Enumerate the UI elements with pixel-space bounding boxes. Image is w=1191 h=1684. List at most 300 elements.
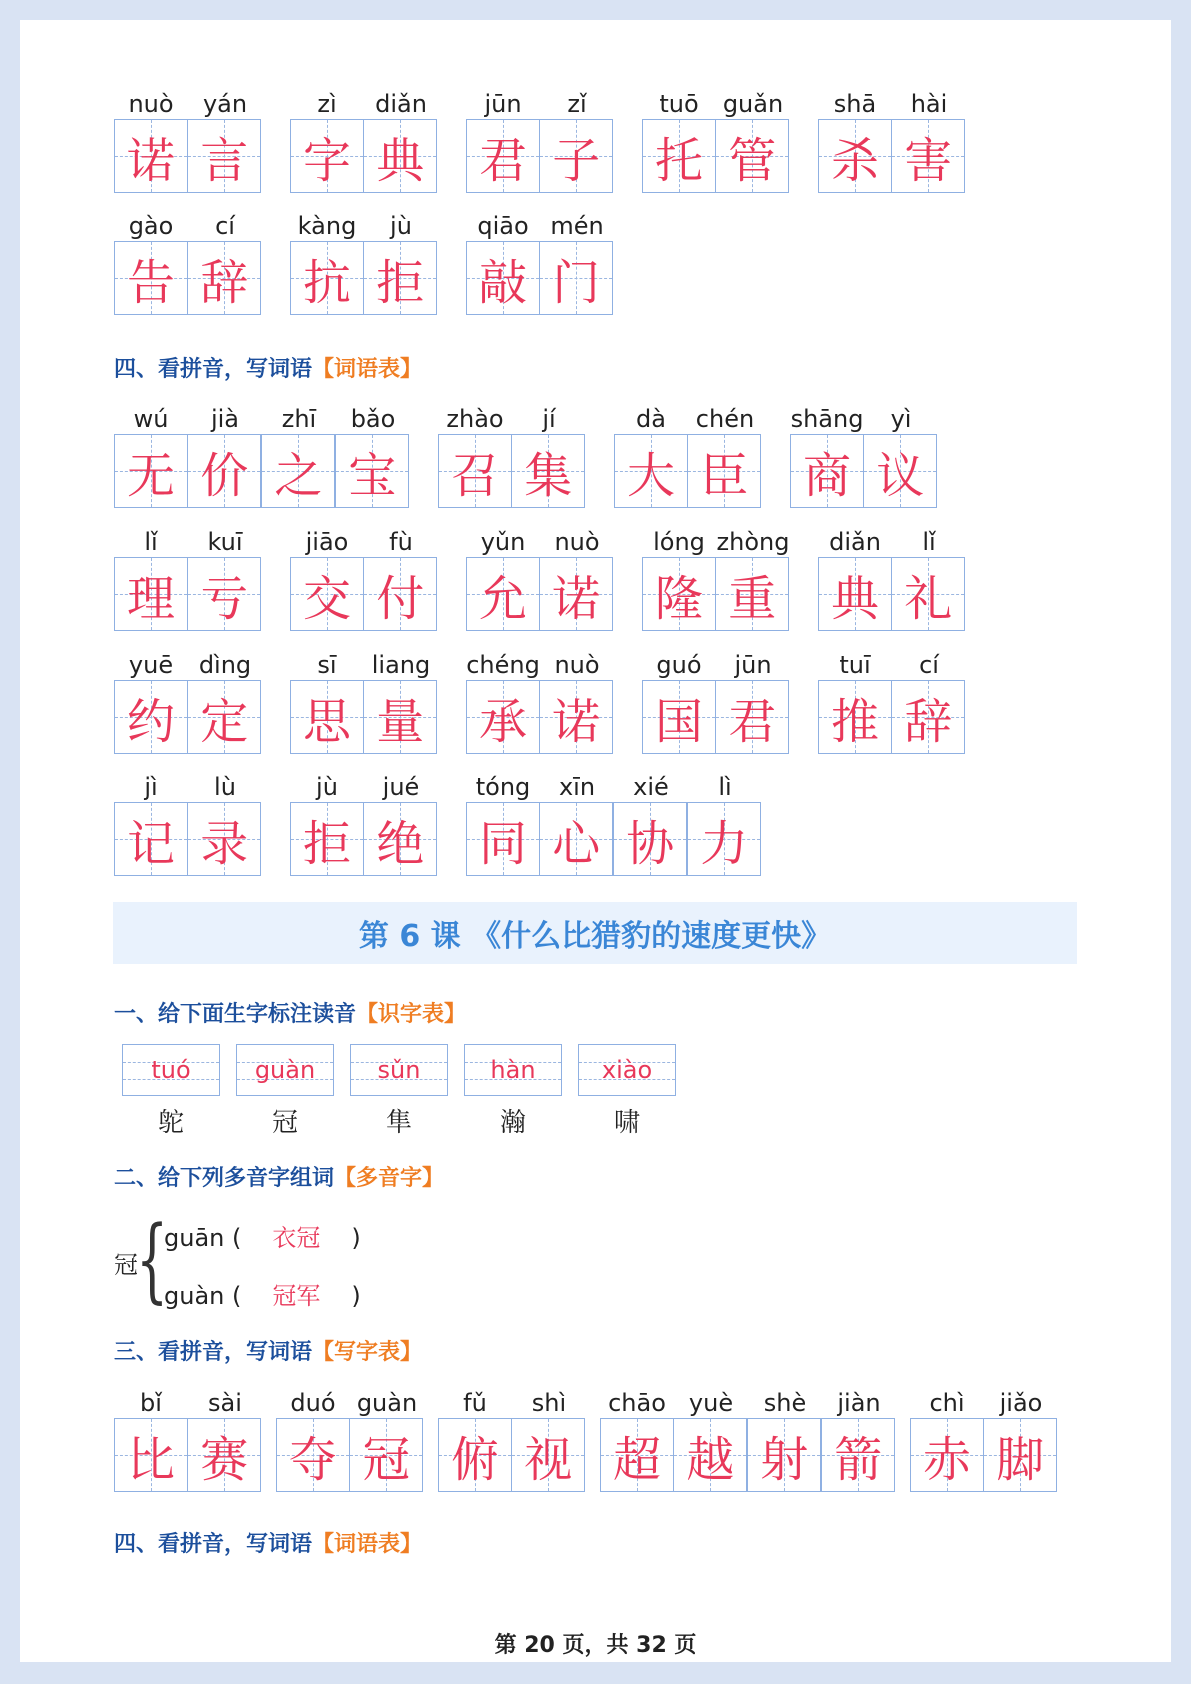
word-row — [114, 404, 966, 508]
char-cell — [984, 1388, 1058, 1492]
tianzige-box — [891, 680, 965, 754]
tianzige-box — [114, 1418, 188, 1492]
char-cell — [716, 89, 790, 193]
char-cell — [114, 650, 188, 754]
reading-item — [570, 1044, 684, 1139]
tianzige-box — [466, 680, 540, 754]
char-cell — [188, 404, 262, 508]
pinyin: shāng — [790, 405, 864, 433]
pinyin: lǐ — [144, 528, 158, 556]
polyphone-answer: 衣冠 — [272, 1224, 321, 1252]
tianzige-box — [363, 241, 437, 315]
hanzi: 重 — [728, 570, 777, 627]
pinyin-answer: tuó — [151, 1056, 191, 1084]
tianzige-box — [363, 557, 437, 631]
pinyin: jù — [390, 212, 412, 240]
hanzi: 越 — [686, 1431, 735, 1488]
section-tag: 【写字表】 — [312, 1340, 423, 1365]
char-cell — [540, 89, 614, 193]
pinyin: nuò — [554, 528, 600, 556]
hanzi: 告 — [126, 254, 175, 311]
word-group — [114, 211, 262, 315]
char-cell — [114, 404, 188, 508]
tianzige-box — [114, 557, 188, 631]
hanzi: 量 — [376, 693, 425, 750]
word-group — [818, 527, 966, 631]
word-group — [466, 211, 614, 315]
pinyin: chén — [695, 405, 755, 433]
pinyin: lóng — [653, 528, 705, 556]
hanzi: 拒 — [376, 254, 425, 311]
hanzi: 射 — [760, 1431, 809, 1488]
pinyin: duó — [290, 1389, 336, 1417]
word-group — [114, 650, 262, 754]
hanzi: 推 — [830, 693, 879, 750]
tianzige-box — [983, 1418, 1057, 1492]
hanzi: 价 — [200, 447, 249, 504]
word-group — [466, 89, 614, 193]
hanzi: 协 — [626, 815, 675, 872]
char-cell — [364, 89, 438, 193]
char-cell — [818, 89, 892, 193]
tianzige-box — [715, 557, 789, 631]
char-cell — [290, 527, 364, 631]
pinyin: diǎn — [375, 90, 427, 118]
pinyin: yuè — [688, 1389, 734, 1417]
tianzige-box — [363, 119, 437, 193]
word-row — [114, 527, 994, 631]
tianzige-box — [363, 802, 437, 876]
tianzige-box — [187, 802, 261, 876]
lesson-title: 第 6 课 《什么比猎豹的速度更快》 — [358, 919, 832, 954]
hanzi: 言 — [200, 132, 249, 189]
tianzige-box — [614, 434, 688, 508]
pinyin: jì — [144, 773, 158, 801]
tianzige-box — [276, 1418, 350, 1492]
char-cell — [188, 527, 262, 631]
tianzige-box — [290, 119, 364, 193]
pinyin-box — [578, 1044, 676, 1096]
char-cell — [188, 89, 262, 193]
hanzi: 无 — [126, 447, 175, 504]
hanzi: 辞 — [904, 693, 953, 750]
lesson-title-banner — [113, 902, 1077, 964]
pinyin: shè — [763, 1389, 807, 1417]
pinyin: xīn — [558, 773, 596, 801]
char-cell — [466, 650, 540, 754]
tianzige-box — [863, 434, 937, 508]
hanzi: 隆 — [654, 570, 703, 627]
word-group — [438, 404, 586, 508]
hanzi: 鸵 — [157, 1108, 184, 1138]
brace-icon: { — [136, 1206, 169, 1313]
word-group — [114, 772, 262, 876]
word-group — [642, 527, 790, 631]
page-footer: 第 20 页，共 32 页 — [494, 1633, 697, 1658]
hanzi: 托 — [654, 132, 703, 189]
tianzige-box — [910, 1418, 984, 1492]
pinyin: yǔn — [480, 528, 526, 556]
hanzi: 臣 — [700, 447, 749, 504]
word-group — [114, 1388, 262, 1492]
pinyin: shì — [531, 1389, 567, 1417]
tianzige-box — [438, 1418, 512, 1492]
section-heading-readings — [114, 997, 466, 1028]
pinyin: jué — [382, 773, 420, 801]
section-heading-polyphone — [114, 1161, 444, 1192]
word-group — [114, 89, 262, 193]
char-cell — [188, 650, 262, 754]
char-cell — [438, 1388, 512, 1492]
hanzi: 诺 — [552, 693, 601, 750]
hanzi: 付 — [376, 570, 425, 627]
pinyin: zhòng — [716, 528, 790, 556]
char-cell — [290, 211, 364, 315]
word-group — [466, 527, 614, 631]
pinyin: fù — [389, 528, 413, 556]
polyphone-pinyin: guàn ( — [164, 1282, 242, 1310]
tianzige-box — [187, 119, 261, 193]
polyphone-close: ) — [351, 1282, 361, 1310]
hanzi: 冠 — [362, 1431, 411, 1488]
pinyin: sài — [208, 1389, 242, 1417]
word-group — [290, 650, 438, 754]
word-group — [276, 1388, 424, 1492]
word-group — [614, 404, 762, 508]
tianzige-box — [290, 241, 364, 315]
pinyin-answer: sǔn — [377, 1056, 421, 1084]
hanzi: 宝 — [348, 447, 397, 504]
tianzige-box — [539, 557, 613, 631]
char-cell — [364, 772, 438, 876]
char-cell — [818, 527, 892, 631]
word-group — [290, 211, 438, 315]
char-cell — [276, 1388, 350, 1492]
tianzige-box — [673, 1418, 747, 1492]
section-tag: 【词语表】 — [312, 357, 423, 382]
char-cell — [892, 527, 966, 631]
hanzi: 礼 — [904, 570, 953, 627]
word-row — [114, 211, 642, 315]
char-cell — [614, 404, 688, 508]
char-cell — [540, 650, 614, 754]
pinyin: jiàn — [837, 1389, 881, 1417]
tianzige-box — [466, 119, 540, 193]
word-group — [642, 650, 790, 754]
pinyin: guàn — [356, 1389, 418, 1417]
hanzi: 君 — [478, 132, 527, 189]
char-cell — [748, 1388, 822, 1492]
section-title: 四、看拼音，写词语 — [114, 357, 313, 382]
pinyin: bǐ — [140, 1389, 162, 1417]
word-group — [790, 404, 938, 508]
char-cell — [364, 527, 438, 631]
pinyin: jūn — [484, 90, 522, 118]
word-group — [910, 1388, 1058, 1492]
char-cell — [540, 211, 614, 315]
reading-row — [114, 1044, 684, 1139]
hanzi: 交 — [302, 570, 351, 627]
tianzige-box — [290, 680, 364, 754]
tianzige-box — [687, 434, 761, 508]
tianzige-box — [114, 241, 188, 315]
char-cell — [674, 1388, 748, 1492]
hanzi: 超 — [612, 1431, 661, 1488]
pinyin: tuō — [659, 90, 699, 118]
word-row — [114, 89, 994, 193]
tianzige-box — [363, 680, 437, 754]
char-cell — [364, 650, 438, 754]
tianzige-box — [818, 680, 892, 754]
tianzige-box — [187, 1418, 261, 1492]
pinyin-box — [464, 1044, 562, 1096]
pinyin: yì — [890, 405, 912, 433]
pinyin: jí — [542, 405, 556, 433]
tianzige-box — [114, 680, 188, 754]
hanzi: 子 — [552, 132, 601, 189]
tianzige-box — [114, 434, 188, 508]
tianzige-box — [891, 119, 965, 193]
word-row — [114, 650, 994, 754]
polyphone-group — [114, 1206, 414, 1313]
pinyin: wú — [133, 405, 169, 433]
pinyin: kàng — [297, 212, 357, 240]
char-cell — [910, 1388, 984, 1492]
section-title: 三、看拼音，写词语 — [114, 1340, 313, 1365]
word-row — [114, 772, 790, 876]
section-title: 一、给下面生字标注读音 — [114, 1002, 357, 1027]
reading-item — [342, 1044, 456, 1139]
hanzi: 诺 — [126, 132, 175, 189]
hanzi: 冠 — [271, 1108, 298, 1138]
hanzi: 比 — [126, 1431, 175, 1488]
pinyin: bǎo — [350, 405, 396, 433]
section-heading-vocab-2 — [114, 1527, 422, 1558]
char-cell — [512, 404, 586, 508]
pinyin: sī — [317, 651, 337, 679]
hanzi: 啸 — [613, 1108, 640, 1138]
tianzige-box — [539, 680, 613, 754]
pinyin: shā — [833, 90, 877, 118]
pinyin-box — [350, 1044, 448, 1096]
polyphone-line — [164, 1218, 361, 1253]
char-cell — [822, 1388, 896, 1492]
char-cell — [114, 89, 188, 193]
hanzi: 拒 — [302, 815, 351, 872]
tianzige-box — [114, 119, 188, 193]
char-cell — [290, 772, 364, 876]
section-heading-vocab — [114, 352, 422, 383]
char-cell — [290, 89, 364, 193]
hanzi: 隼 — [385, 1108, 412, 1138]
pinyin: gào — [128, 212, 174, 240]
hanzi: 召 — [450, 447, 499, 504]
char-cell — [114, 527, 188, 631]
pinyin: jiǎo — [999, 1389, 1043, 1417]
hanzi: 集 — [524, 447, 573, 504]
tianzige-box — [187, 434, 261, 508]
pinyin: chéng — [466, 651, 540, 679]
pinyin: dà — [636, 405, 666, 433]
hanzi: 君 — [728, 693, 777, 750]
char-cell — [114, 772, 188, 876]
hanzi: 辞 — [200, 254, 249, 311]
hanzi: 箭 — [834, 1431, 883, 1488]
pinyin: tóng — [475, 773, 531, 801]
hanzi: 亏 — [200, 570, 249, 627]
hanzi: 敲 — [478, 254, 527, 311]
tianzige-box — [290, 802, 364, 876]
hanzi: 力 — [700, 815, 749, 872]
hanzi: 杀 — [830, 132, 879, 189]
pinyin: jiāo — [305, 528, 349, 556]
tianzige-box — [600, 1418, 674, 1492]
pinyin-answer: hàn — [490, 1056, 536, 1084]
section-tag: 【词语表】 — [312, 1532, 423, 1557]
tianzige-box — [466, 802, 540, 876]
tianzige-box — [466, 557, 540, 631]
pinyin: jù — [316, 773, 338, 801]
tianzige-box — [821, 1418, 895, 1492]
char-cell — [364, 211, 438, 315]
hanzi: 典 — [376, 132, 425, 189]
hanzi: 约 — [126, 693, 175, 750]
pinyin: liang — [371, 651, 431, 679]
hanzi: 心 — [552, 815, 601, 872]
char-cell — [818, 650, 892, 754]
char-cell — [262, 404, 336, 508]
pinyin: chāo — [608, 1389, 666, 1417]
char-cell — [642, 527, 716, 631]
char-cell — [642, 650, 716, 754]
tianzige-box — [539, 119, 613, 193]
hanzi: 国 — [654, 693, 703, 750]
pinyin: zǐ — [567, 90, 587, 118]
tianzige-box — [349, 1418, 423, 1492]
word-group — [642, 89, 790, 193]
pinyin-box — [236, 1044, 334, 1096]
hanzi: 议 — [876, 447, 925, 504]
char-cell — [790, 404, 864, 508]
char-cell — [466, 527, 540, 631]
polyphone-close: ) — [351, 1224, 361, 1252]
tianzige-box — [261, 434, 335, 508]
polyphone-char: 冠 — [114, 1251, 138, 1279]
pinyin: mén — [550, 212, 604, 240]
tianzige-box — [642, 119, 716, 193]
word-group — [290, 527, 438, 631]
tianzige-box — [187, 557, 261, 631]
hanzi: 承 — [478, 693, 527, 750]
char-cell — [114, 211, 188, 315]
tianzige-box — [613, 802, 687, 876]
hanzi: 赛 — [200, 1431, 249, 1488]
pinyin: yán — [202, 90, 248, 118]
pinyin: jià — [210, 405, 240, 433]
polyphone-pinyin: guān ( — [164, 1224, 242, 1252]
tianzige-box — [187, 680, 261, 754]
hanzi: 俯 — [450, 1431, 499, 1488]
pinyin: yuē — [128, 651, 174, 679]
tianzige-box — [715, 119, 789, 193]
pinyin: nuò — [554, 651, 600, 679]
pinyin: lǐ — [922, 528, 936, 556]
hanzi: 字 — [302, 132, 351, 189]
char-cell — [466, 211, 540, 315]
hanzi: 害 — [904, 132, 953, 189]
tianzige-box — [642, 680, 716, 754]
tianzige-box — [818, 119, 892, 193]
hanzi: 典 — [830, 570, 879, 627]
char-cell — [188, 1388, 262, 1492]
pinyin: guó — [656, 651, 702, 679]
word-group — [114, 527, 262, 631]
section-title: 四、看拼音，写词语 — [114, 1532, 313, 1557]
word-group — [466, 650, 614, 754]
hanzi: 抗 — [302, 254, 351, 311]
hanzi: 记 — [126, 815, 175, 872]
char-cell — [892, 650, 966, 754]
pinyin: cí — [919, 651, 939, 679]
hanzi: 赤 — [922, 1431, 971, 1488]
hanzi: 录 — [200, 815, 249, 872]
tianzige-box — [642, 557, 716, 631]
pinyin: lù — [214, 773, 236, 801]
hanzi: 夺 — [288, 1431, 337, 1488]
tianzige-box — [818, 557, 892, 631]
tianzige-box — [687, 802, 761, 876]
char-cell — [188, 772, 262, 876]
tianzige-box — [335, 434, 409, 508]
tianzige-box — [290, 557, 364, 631]
pinyin: tuī — [839, 651, 871, 679]
char-cell — [290, 650, 364, 754]
hanzi: 绝 — [376, 815, 425, 872]
tianzige-box — [466, 241, 540, 315]
char-cell — [716, 650, 790, 754]
reading-item — [456, 1044, 570, 1139]
polyphone-answer: 冠军 — [272, 1282, 321, 1310]
char-cell — [466, 89, 540, 193]
pinyin: qiāo — [477, 212, 529, 240]
hanzi: 门 — [552, 254, 601, 311]
char-cell — [466, 772, 540, 876]
char-cell — [438, 404, 512, 508]
tianzige-box — [511, 434, 585, 508]
hanzi: 视 — [524, 1431, 573, 1488]
pinyin: fǔ — [463, 1389, 487, 1417]
pinyin: zì — [317, 90, 337, 118]
section-tag: 【多音字】 — [334, 1166, 445, 1191]
pinyin: lì — [718, 773, 732, 801]
hanzi: 商 — [802, 447, 851, 504]
char-cell — [540, 772, 614, 876]
char-cell — [614, 772, 688, 876]
tianzige-box — [438, 434, 512, 508]
pinyin: diǎn — [829, 528, 881, 556]
section-title: 二、给下列多音字组词 — [114, 1166, 335, 1191]
tianzige-box — [539, 241, 613, 315]
word-group — [114, 404, 410, 508]
char-cell — [688, 772, 762, 876]
word-group — [818, 650, 966, 754]
char-cell — [540, 527, 614, 631]
char-cell — [864, 404, 938, 508]
hanzi: 之 — [274, 447, 323, 504]
hanzi: 理 — [126, 570, 175, 627]
hanzi: 同 — [478, 815, 527, 872]
pinyin: xié — [633, 773, 669, 801]
